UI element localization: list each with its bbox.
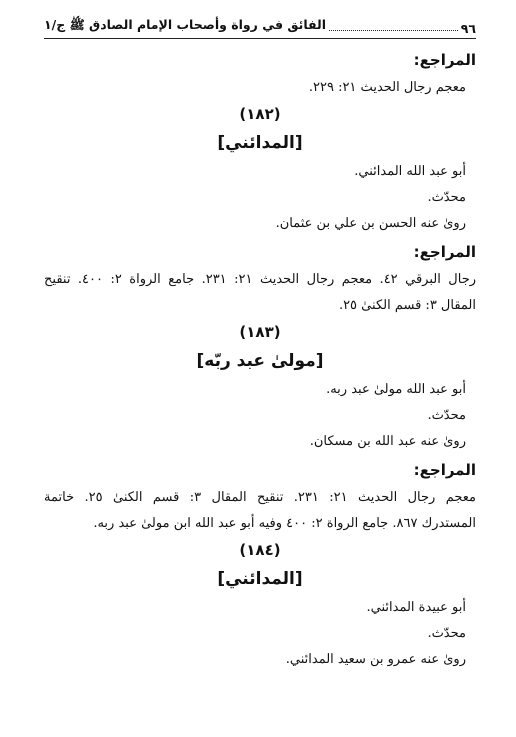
entry-status: محدّث.: [427, 408, 466, 423]
entry-kunya: أبو عبيدة المدائني.: [366, 600, 466, 615]
entry-narrator: روىٰ عنه الحسن بن علي بن عثمان.: [275, 216, 466, 231]
entry-kunya: أبو عبد الله مولىٰ عبد ربه.: [326, 382, 466, 397]
entry-narrator: روىٰ عنه عمرو بن سعيد المدائني.: [285, 652, 466, 667]
entry-status: محدّث.: [427, 626, 466, 641]
entry-name: [المدائني]: [217, 569, 303, 589]
references-heading: المراجع:: [413, 461, 476, 479]
entry-number: (١٨٢): [239, 105, 281, 123]
entry-name: [المدائني]: [217, 133, 303, 153]
references-line: المقال ٣: قسم الكنىٰ ٢٥.: [338, 298, 476, 313]
references-heading: المراجع:: [413, 243, 476, 261]
book-page: [44, 14, 476, 729]
references-heading: المراجع:: [413, 51, 476, 69]
references-line: المستدرك ٨٦٧. جامع الرواة ٢: ٤٠٠ وفيه أبو عبد الله ابن مولىٰ عبد ربه.: [93, 516, 476, 531]
entry-narrator: روىٰ عنه عبد الله بن مسكان.: [309, 434, 466, 449]
references-line: معجم رجال الحديث ٢١: ٢٢٩.: [308, 80, 466, 95]
entry-name: [مولىٰ عبد ربّه]: [196, 351, 324, 371]
references-line: رجال البرقي ٤٢. معجم رجال الحديث ٢١: ٢٣١. جامع الرواة ٢: ٤٠٠. تنقيح: [44, 272, 476, 287]
entry-status: محدّث.: [427, 190, 466, 205]
entry-number: (١٨٤): [239, 541, 281, 559]
entry-kunya: أبو عبد الله المدائني.: [354, 164, 466, 179]
running-header: [44, 14, 476, 39]
page-number: ٩٦: [460, 21, 476, 36]
entry-number: (١٨٣): [239, 323, 281, 341]
references-line: معجم رجال الحديث ٢١: ٢٣١. تنقيح المقال ٣: قسم الكنىٰ ٢٥. خاتمة: [44, 490, 476, 505]
header-leader-dots: [329, 30, 458, 31]
running-title: الفائق في رواة وأصحاب الإمام الصادق ﷺ ج/١: [44, 17, 327, 32]
